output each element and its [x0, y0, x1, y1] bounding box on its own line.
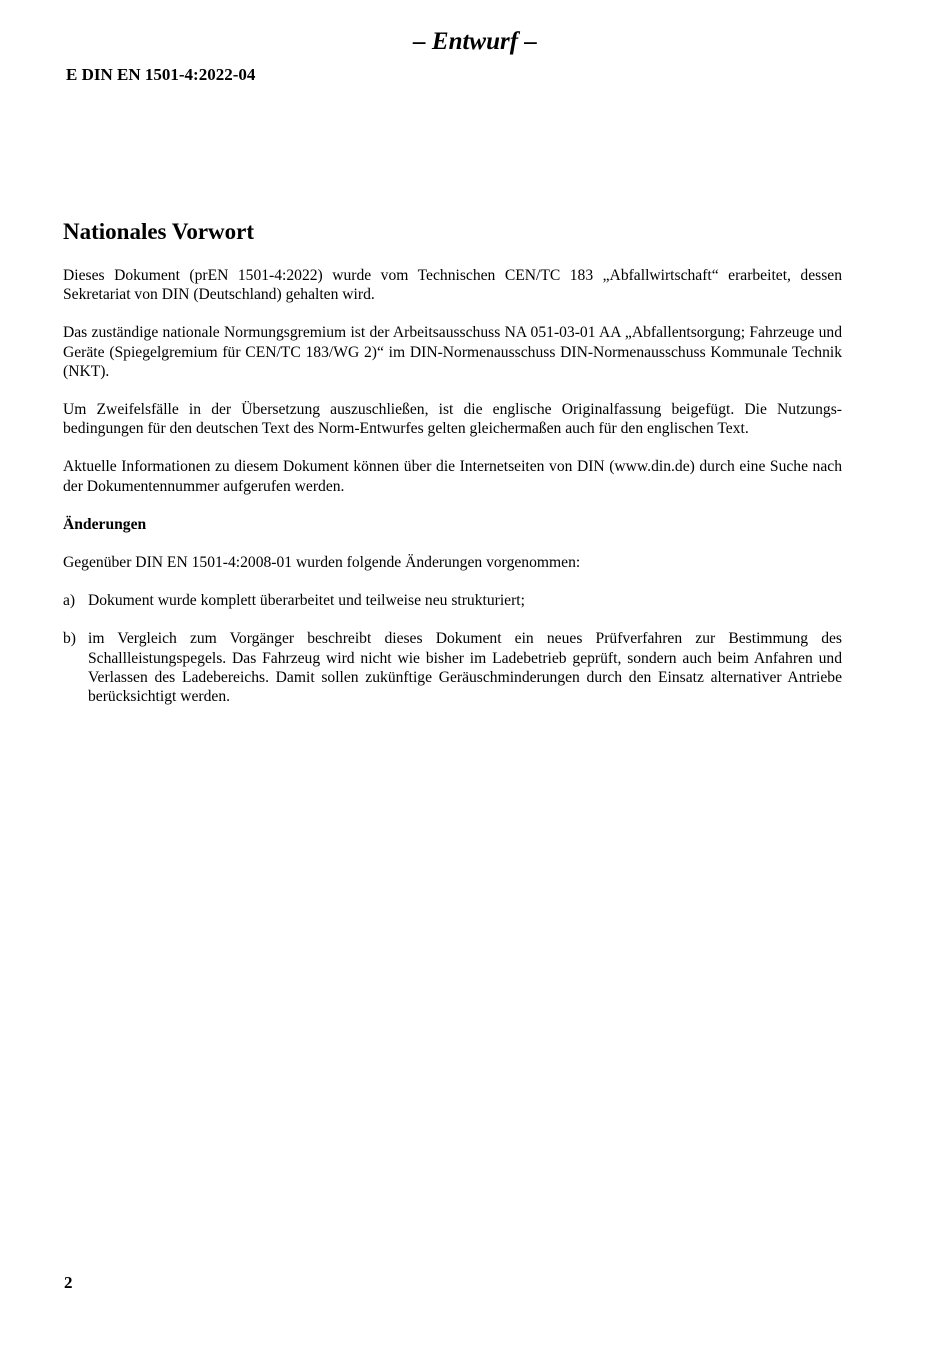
- draft-watermark-title: – Entwurf –: [413, 28, 537, 55]
- paragraph-information: Aktuelle Informationen zu diesem Dokument können über die Internetseiten von DIN (www.din.de) durch eine Suche nach der Dokumentennummer aufgerufen werden.: [63, 458, 842, 495]
- list-item: [63, 629, 842, 706]
- list-marker: a): [63, 592, 76, 610]
- changes-heading: Änderungen: [63, 515, 147, 533]
- list-item: [63, 591, 842, 610]
- paragraph-committee: Dieses Dokument (prEN 1501-4:2022) wurde vom Technischen CEN/TC 183 „Abfallwirtschaft“ erarbeitet, dessen Sekretariat von DIN (Deutschland) gehalten wird.: [63, 267, 842, 304]
- page-number: 2: [64, 1273, 73, 1292]
- paragraph-translation: Um Zweifelsfälle in der Übersetzung auszuschließen, ist die englische Originalfassung beigefügt. Die Nutzungsbedingungen für den deutschen Text des Norm-Entwurfes gelten gleichermaßen auch für den englischen Text.: [63, 401, 842, 438]
- paragraph-national-body: Das zuständige nationale Normungsgremium ist der Arbeitsausschuss NA 051-03-01 AA „Abfallentsorgung; Fahrzeuge und Geräte (Spiegelgremium für CEN/TC 183/WG 2)“ im DIN-Normenausschuss DIN-Normenausschuss Kommunale Technik (NKT).: [63, 324, 842, 380]
- section-title: Nationales Vorwort: [63, 219, 255, 244]
- list-item-text: im Vergleich zum Vorgänger beschreibt dieses Dokument ein neues Prüfverfahren zur Bestimmung des Schallleistungspegels. Das Fahrzeug wird nicht wie bisher im Ladebetrieb geprüft, sondern auch beim Anfahren und Verlassen des Ladebereichs. Damit sollen zukünftige Geräuschminderungen durch den Einsatz alternativer Antriebe berücksichtigt werden.: [88, 630, 842, 706]
- list-marker: b): [63, 630, 76, 648]
- changes-intro: Gegenüber DIN EN 1501-4:2008-01 wurden folgende Änderungen vorgenommen:: [63, 554, 581, 572]
- main-content: [63, 218, 842, 725]
- document-id: E DIN EN 1501-4:2022-04: [66, 65, 256, 84]
- list-item-text: Dokument wurde komplett überarbeitet und teilweise neu strukturiert;: [88, 592, 525, 610]
